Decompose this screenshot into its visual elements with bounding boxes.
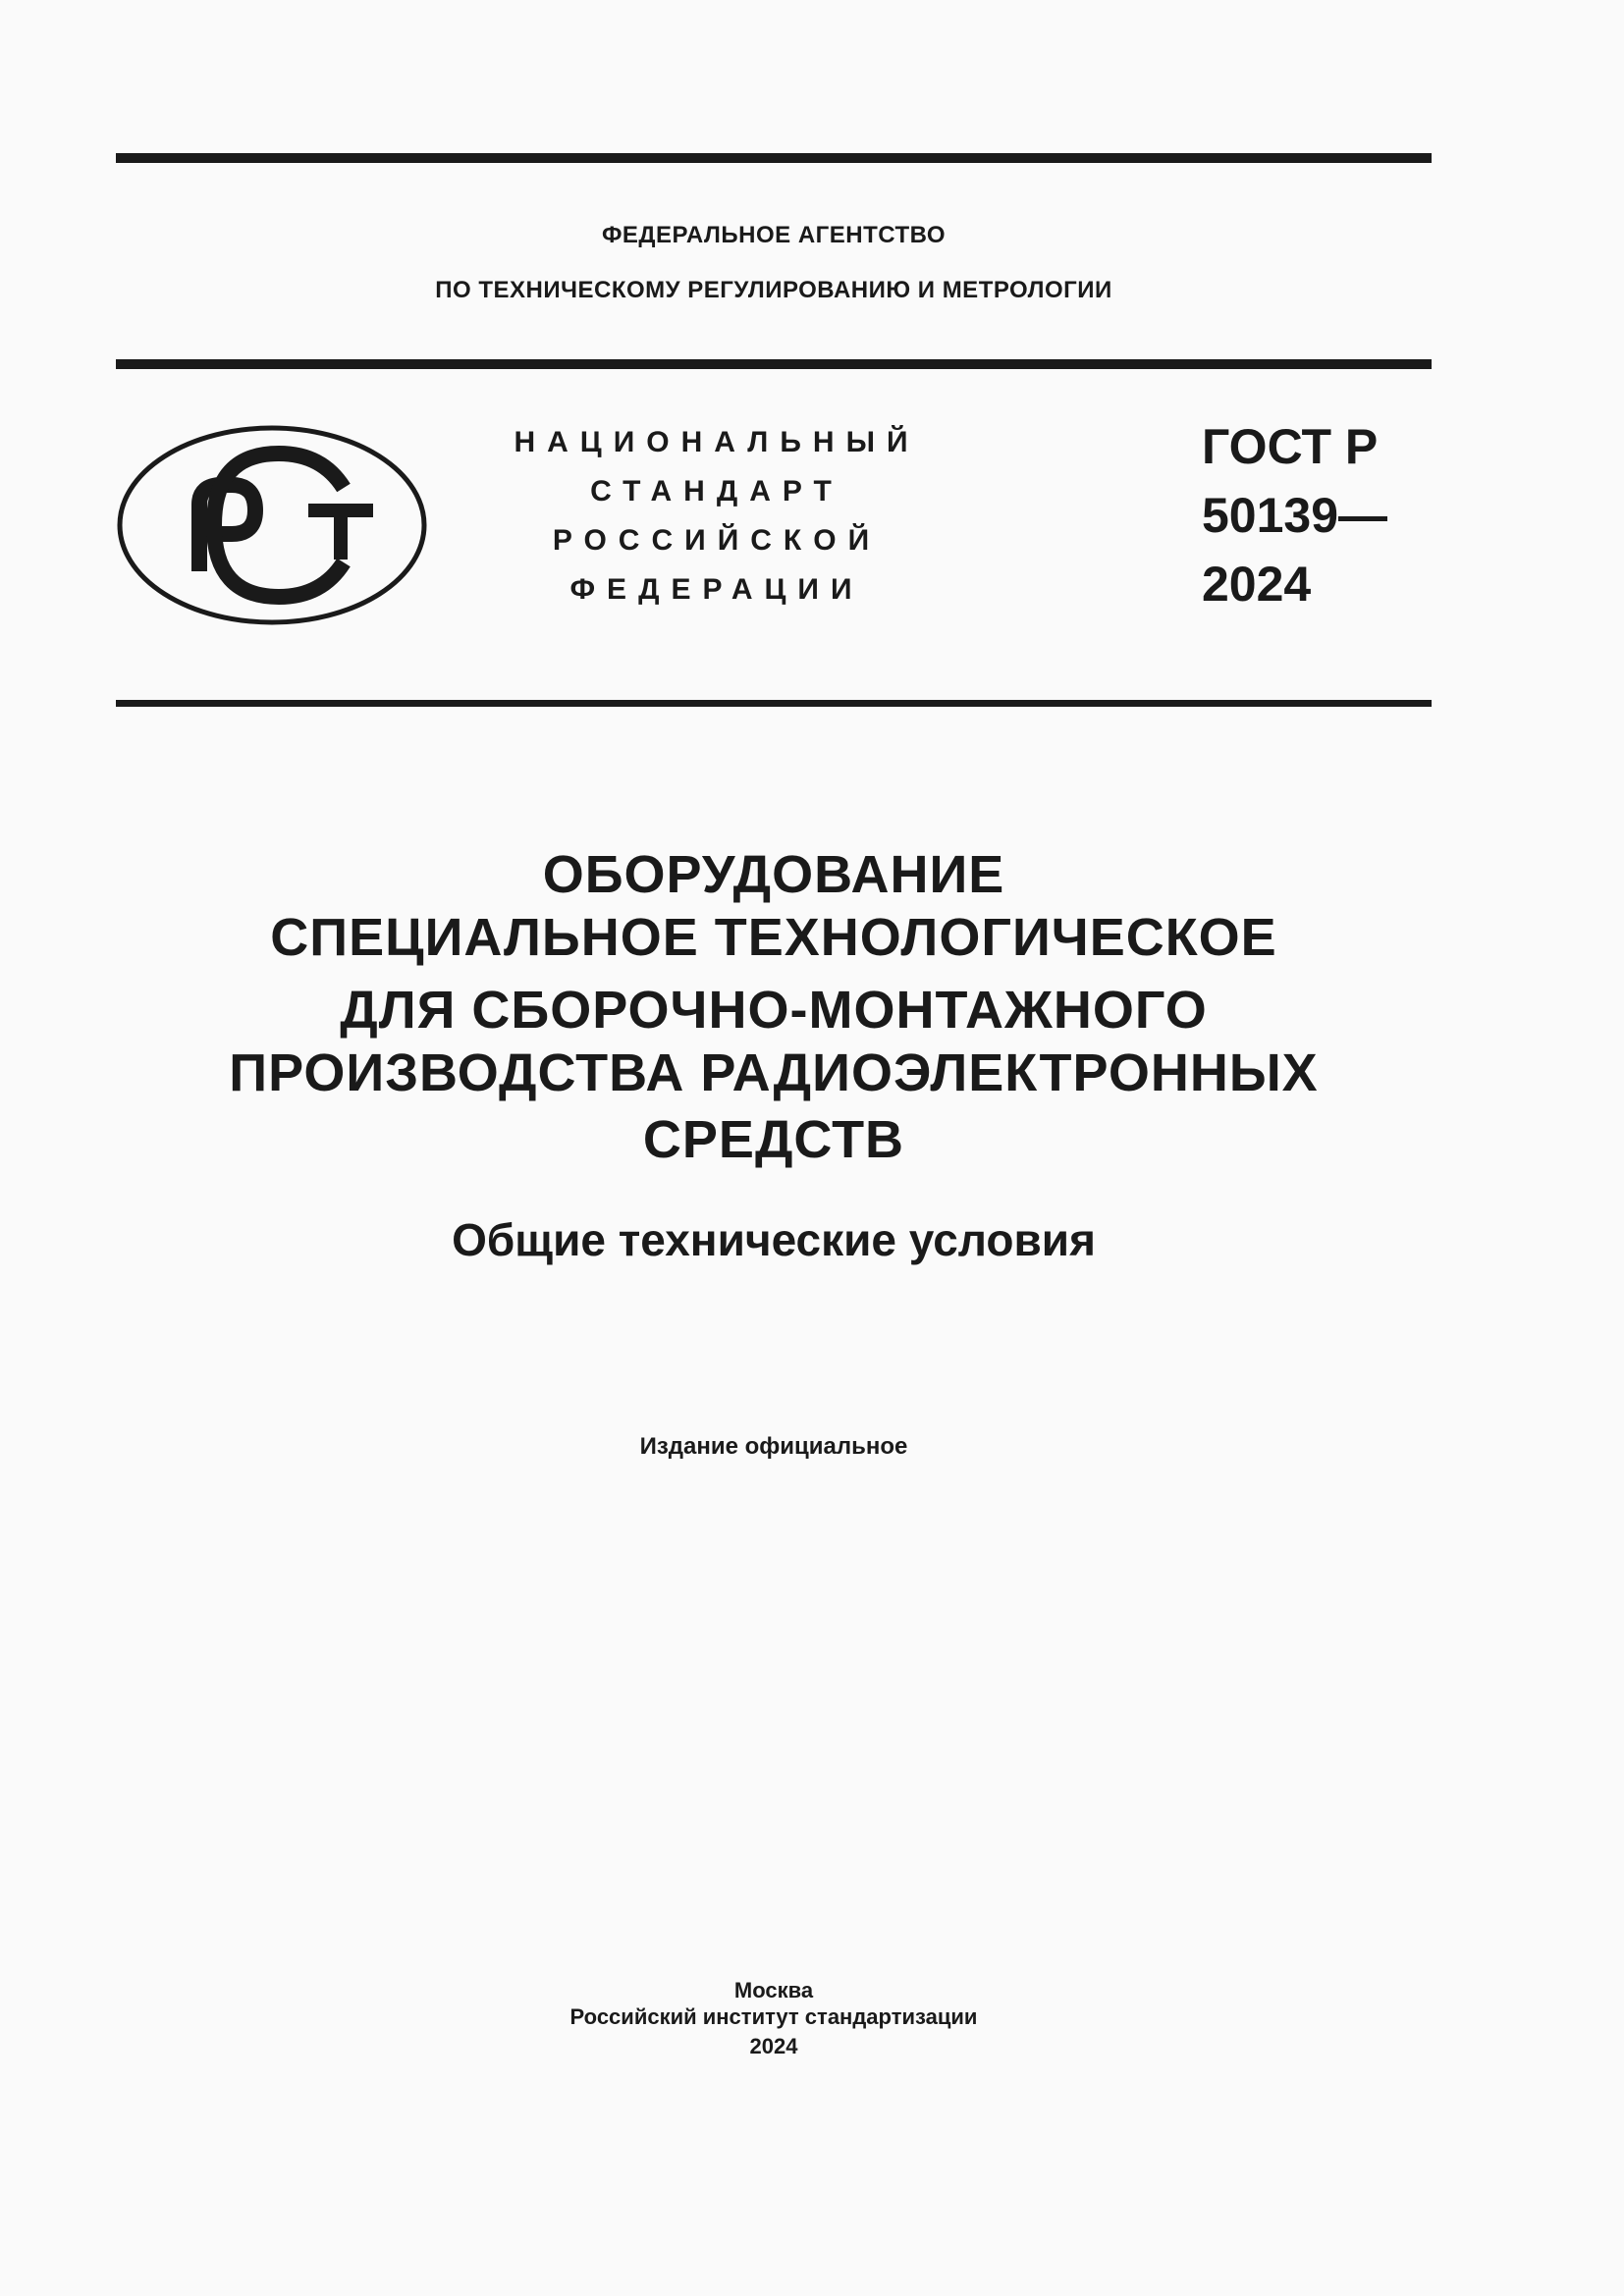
- rst-logo-icon: [116, 424, 428, 626]
- imprint-year: 2024: [749, 2034, 798, 2058]
- standard-type-line1: НАЦИОНАЛЬНЫЙ: [514, 426, 920, 458]
- agency-name-line1: ФЕДЕРАЛЬНОЕ АГЕНТСТВО: [601, 222, 947, 248]
- document-title-line5: СРЕДСТВ: [642, 1110, 905, 1169]
- imprint-publisher: Российский институт стандартизации: [569, 2004, 978, 2029]
- standard-type-line4: ФЕДЕРАЦИИ: [569, 573, 864, 606]
- agency-name-line2: ПО ТЕХНИЧЕСКОМУ РЕГУЛИРОВАНИЮ И МЕТРОЛОГИИ: [435, 277, 1112, 303]
- document-subtitle: Общие технические условия: [452, 1214, 1096, 1265]
- standard-number-line3: 2024: [1202, 557, 1312, 612]
- document-title-line4: ПРОИЗВОДСТВА РАДИОЭЛЕКТРОННЫХ: [229, 1043, 1319, 1102]
- standard-type-line3: РОССИЙСКОЙ: [552, 524, 882, 557]
- document-title-line1: ОБОРУДОВАНИЕ: [542, 845, 1005, 904]
- header-rule: [116, 359, 1432, 369]
- header-bottom-rule: [116, 700, 1432, 707]
- edition-note: Издание официальное: [639, 1433, 908, 1460]
- standard-number-line2: 50139—: [1202, 488, 1388, 543]
- imprint-city: Москва: [733, 1978, 814, 2002]
- standard-number-line1: ГОСТ Р: [1202, 419, 1379, 474]
- document-title-line2: СПЕЦИАЛЬНОЕ ТЕХНОЛОГИЧЕСКОЕ: [270, 908, 1277, 967]
- standard-type-line2: СТАНДАРТ: [590, 475, 843, 507]
- document-title-line3: ДЛЯ СБОРОЧНО-МОНТАЖНОГО: [340, 981, 1208, 1040]
- top-rule: [116, 153, 1432, 163]
